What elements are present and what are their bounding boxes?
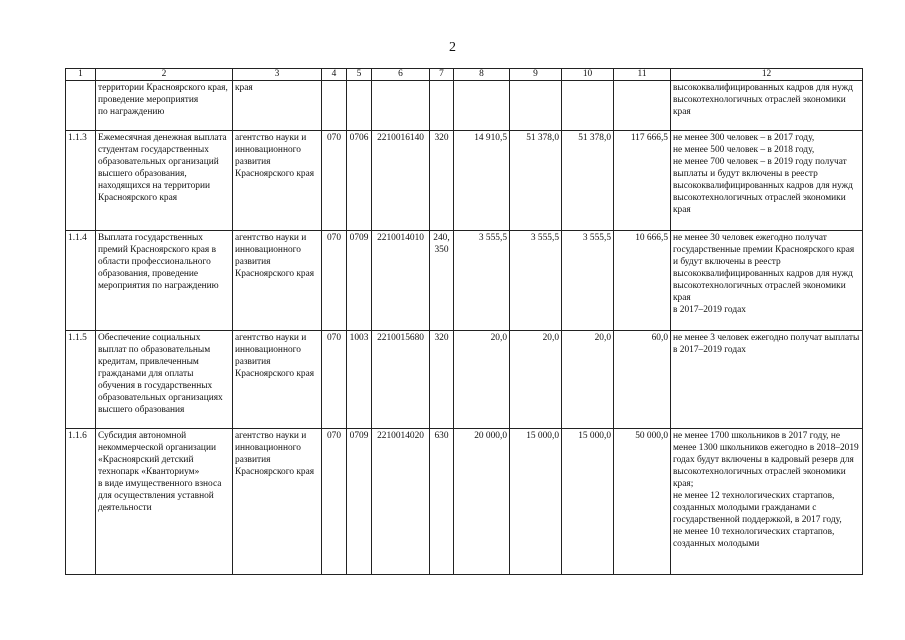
item-2019 xyxy=(562,81,614,131)
item-rzpr xyxy=(347,81,372,131)
item-2017: 3 555,5 xyxy=(454,231,510,331)
column-number: 9 xyxy=(510,69,562,81)
item-total xyxy=(614,81,671,131)
item-vr: 320 xyxy=(430,331,454,429)
item-grbs xyxy=(322,81,347,131)
item-agency: агентство науки и инновационного развития Красноярского края xyxy=(233,331,322,429)
table-row xyxy=(66,231,863,331)
item-result: не менее 300 человек – в 2017 году, не менее 500 человек – в 2018 году, не менее 700 человек – в 2019 году получат выплаты и будут включены в реестр высококвалифицированных кадров для нужд высокотехнологичных отраслей экономики края xyxy=(671,131,863,231)
item-name: Ежемесячная денежная выплата студентам государственных образовательных организаций высшего образования, находящихся на территории Красноярского края xyxy=(96,131,233,231)
item-csr: 2210015680 xyxy=(372,331,430,429)
item-2018 xyxy=(510,81,562,131)
item-2017: 20 000,0 xyxy=(454,429,510,575)
item-vr: 240, 350 xyxy=(430,231,454,331)
item-vr xyxy=(430,81,454,131)
column-number: 7 xyxy=(430,69,454,81)
column-number: 3 xyxy=(233,69,322,81)
column-number: 6 xyxy=(372,69,430,81)
column-number: 4 xyxy=(322,69,347,81)
item-name: Обеспечение социальных выплат по образовательным кредитам, привлеченным гражданами для оплаты обучения в государственных образовательных организациях высшего образования xyxy=(96,331,233,429)
item-agency: агентство науки и инновационного развития Красноярского края xyxy=(233,131,322,231)
item-csr: 2210014020 xyxy=(372,429,430,575)
item-total: 60,0 xyxy=(614,331,671,429)
page-number: 2 xyxy=(449,40,456,55)
column-number: 12 xyxy=(671,69,863,81)
item-result: не менее 3 человек ежегодно получат выплаты в 2017–2019 годах xyxy=(671,331,863,429)
item-rzpr: 0709 xyxy=(347,429,372,575)
item-2017 xyxy=(454,81,510,131)
item-agency: агентство науки и инновационного развития Красноярского края xyxy=(233,231,322,331)
item-csr: 2210016140 xyxy=(372,131,430,231)
item-name: Выплата государственных премий Красноярского края в области профессионального образования, проведение мероприятия по награждению xyxy=(96,231,233,331)
item-total: 117 666,5 xyxy=(614,131,671,231)
item-grbs: 070 xyxy=(322,231,347,331)
item-number xyxy=(66,81,96,131)
item-result: высококвалифицированных кадров для нужд высокотехнологичных отраслей экономики края xyxy=(671,81,863,131)
item-2018: 51 378,0 xyxy=(510,131,562,231)
item-rzpr: 0706 xyxy=(347,131,372,231)
program-table xyxy=(65,68,863,575)
column-number: 5 xyxy=(347,69,372,81)
item-name: Субсидия автономной некоммерческой организации «Красноярский детский технопарк «Кванториум» в виде имущественного взноса для осуществления уставной деятельности xyxy=(96,429,233,575)
item-2019: 3 555,5 xyxy=(562,231,614,331)
item-grbs: 070 xyxy=(322,131,347,231)
item-2019: 51 378,0 xyxy=(562,131,614,231)
item-2019: 15 000,0 xyxy=(562,429,614,575)
item-grbs: 070 xyxy=(322,331,347,429)
table-row xyxy=(66,81,863,131)
item-2019: 20,0 xyxy=(562,331,614,429)
column-number: 1 xyxy=(66,69,96,81)
item-csr: 2210014010 xyxy=(372,231,430,331)
item-rzpr: 0709 xyxy=(347,231,372,331)
item-2018: 3 555,5 xyxy=(510,231,562,331)
item-csr xyxy=(372,81,430,131)
item-grbs: 070 xyxy=(322,429,347,575)
item-agency: края xyxy=(233,81,322,131)
item-total: 50 000,0 xyxy=(614,429,671,575)
column-number: 2 xyxy=(96,69,233,81)
item-rzpr: 1003 xyxy=(347,331,372,429)
item-name: территории Красноярского края, проведение мероприятия по награждению xyxy=(96,81,233,131)
table-row xyxy=(66,331,863,429)
column-number: 8 xyxy=(454,69,510,81)
item-2017: 20,0 xyxy=(454,331,510,429)
column-number: 11 xyxy=(614,69,671,81)
item-2018: 20,0 xyxy=(510,331,562,429)
item-number: 1.1.4 xyxy=(66,231,96,331)
column-number-row xyxy=(66,69,863,81)
item-result: не менее 30 человек ежегодно получат государственные премии Красноярского края и будут включены в реестр высококвалифицированных кадров для нужд высокотехнологичных отраслей экономики края в 2017–2019 годах xyxy=(671,231,863,331)
item-number: 1.1.3 xyxy=(66,131,96,231)
item-2018: 15 000,0 xyxy=(510,429,562,575)
item-vr: 630 xyxy=(430,429,454,575)
item-vr: 320 xyxy=(430,131,454,231)
column-number: 10 xyxy=(562,69,614,81)
table-row xyxy=(66,131,863,231)
item-total: 10 666,5 xyxy=(614,231,671,331)
item-number: 1.1.6 xyxy=(66,429,96,575)
item-agency: агентство науки и инновационного развития Красноярского края xyxy=(233,429,322,575)
item-result: не менее 1700 школьников в 2017 году, не менее 1300 школьников ежегодно в 2018–2019 годах будут включены в кадровый резерв для высокотехнологичных отраслей экономики края; не менее 12 технологических стартапов, созданных молодыми гражданами с государственной поддержкой, в 2017 году, не менее 10 технологических стартапов, созданных молодыми xyxy=(671,429,863,575)
item-2017: 14 910,5 xyxy=(454,131,510,231)
table-row xyxy=(66,429,863,575)
item-number: 1.1.5 xyxy=(66,331,96,429)
